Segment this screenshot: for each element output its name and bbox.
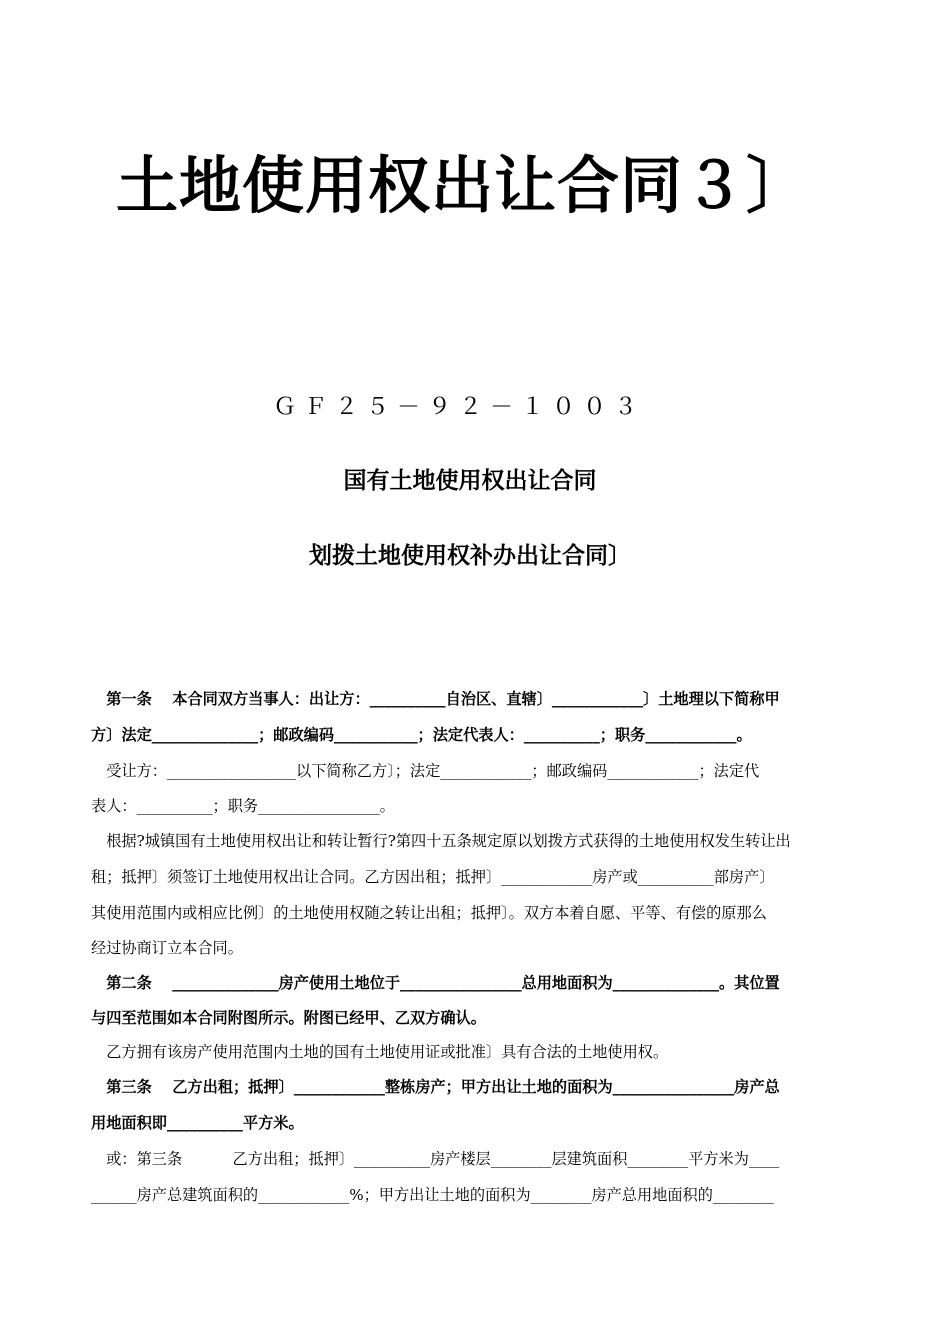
article-1-line-1: 第一条 本合同双方当事人：出让方：__________自治区、直辖〕____________〕土地理以下简称甲 xyxy=(91,690,780,708)
article-3-line-1: 第三条 乙方出租；抵押〕____________整栋房产；甲方出让土地的面积为________________房产总 xyxy=(91,1078,780,1096)
subtitle-state-land: 国有土地使用权出让合同 xyxy=(343,468,597,494)
article-3-line-2: 用地面积即__________平方米。 xyxy=(91,1114,304,1132)
document-title: 土地使用权出让合同３〕 xyxy=(115,149,809,222)
transferee-line-1: 受让方：_________________以下简称乙方〕；法定____________；邮政编码____________；法定代 xyxy=(91,762,760,780)
subtitle-allocated-land: 划拨土地使用权补办出让合同〕 xyxy=(309,543,631,569)
article-1-line-2: 方〕法定______________；邮政编码___________；法定代表人：__________；职务____________。 xyxy=(91,726,752,744)
basis-line-2: 租；抵押〕须签订土地使用权出让合同。乙方因出租；抵押〕____________房产或__________部房产〕 xyxy=(91,868,775,886)
contract-body xyxy=(91,681,859,1213)
article-2-line-3: 乙方拥有该房产使用范围内土地的国有土地使用证或批准〕具有合法的土地使用权。 xyxy=(91,1043,669,1061)
transferee-line-2: 表人：__________；职务________________。 xyxy=(91,797,395,815)
basis-line-1: 根据?城镇国有土地使用权出让和转让暂行?第四十五条规定原以划拨方式获得的土地使用权发生转让出 xyxy=(91,832,791,850)
article-2-line-2: 与四至范围如本合同附图所示。附图已经甲、乙双方确认。 xyxy=(91,1009,486,1027)
article-2-line-1: 第二条 ______________房产使用土地位于________________总用地面积为______________。其位置 xyxy=(91,974,780,992)
article-3-alt-line-1: 或：第三条 乙方出租；抵押〕__________房产楼层________层建筑面积________平方米为____ xyxy=(91,1150,780,1168)
contract-code: ＧＦ２５－９２－１００３ xyxy=(273,394,645,420)
article-3-alt-line-2: ______房产总建筑面积的____________%；甲方出让土地的面积为________房产总用地面积的________ xyxy=(91,1186,774,1204)
basis-line-4: 经过协商订立本合同。 xyxy=(91,939,243,957)
basis-line-3: 其使用范围内或相应比例〕的土地使用权随之转让出租；抵押〕。双方本着自愿、平等、有偿的原那么 xyxy=(91,904,767,922)
